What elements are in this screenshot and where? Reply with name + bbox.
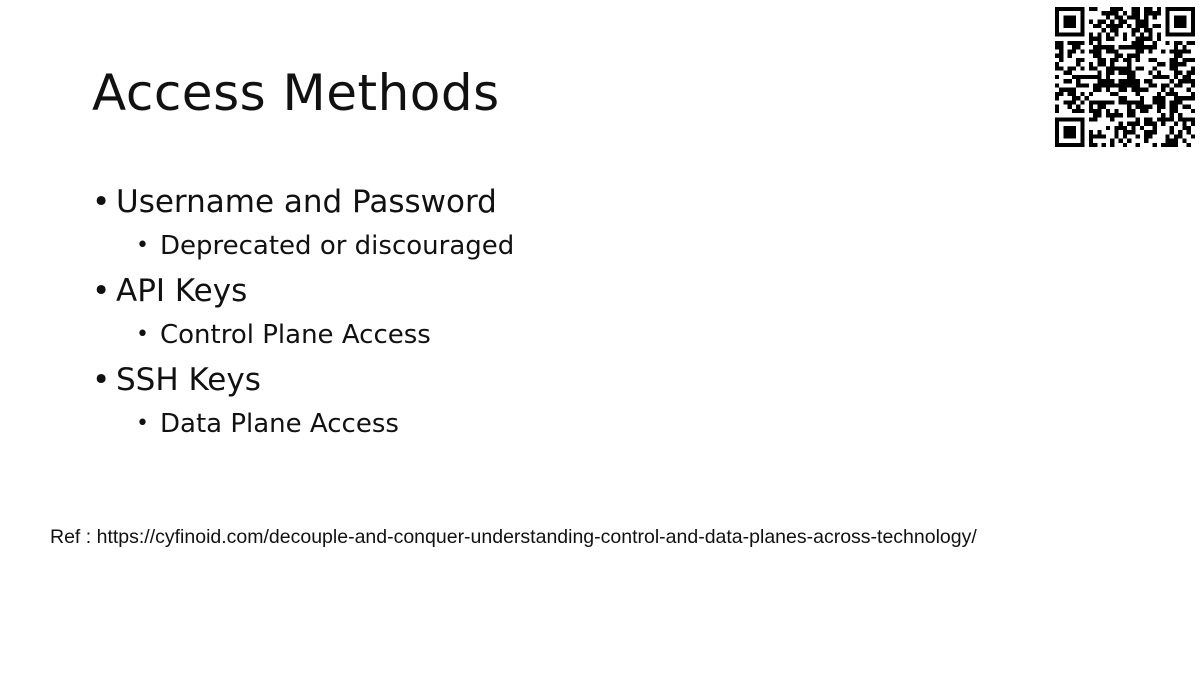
sub-bullet-deprecated (92, 224, 514, 268)
bullet-username-password (92, 180, 514, 224)
bullet-glyph: • (136, 322, 149, 347)
bullet-glyph: • (136, 233, 149, 258)
bullet-glyph: • (92, 362, 111, 398)
sub-bullet-text: Data Plane Access (160, 409, 399, 439)
bullet-glyph: • (92, 184, 111, 220)
qr-code-icon (1055, 7, 1195, 147)
bullet-ssh-keys (92, 358, 514, 402)
sub-bullet-text: Deprecated or discouraged (160, 231, 515, 261)
reference-link[interactable]: Ref : https://cyfinoid.com/decouple-and-conquer-understanding-control-and-data-planes-across-technology/ (50, 526, 977, 548)
slide-title: Access Methods (92, 64, 500, 122)
sub-bullet-text: Control Plane Access (160, 320, 431, 350)
bullet-glyph: • (92, 273, 111, 309)
bullet-api-keys (92, 269, 514, 313)
sub-bullet-control-plane (92, 313, 514, 357)
bullet-text: Username and Password (116, 184, 497, 220)
bullet-text: SSH Keys (116, 362, 261, 398)
sub-bullet-data-plane (92, 402, 514, 446)
bullet-list (92, 180, 514, 447)
bullet-text: API Keys (116, 273, 248, 309)
bullet-glyph: • (136, 411, 149, 436)
